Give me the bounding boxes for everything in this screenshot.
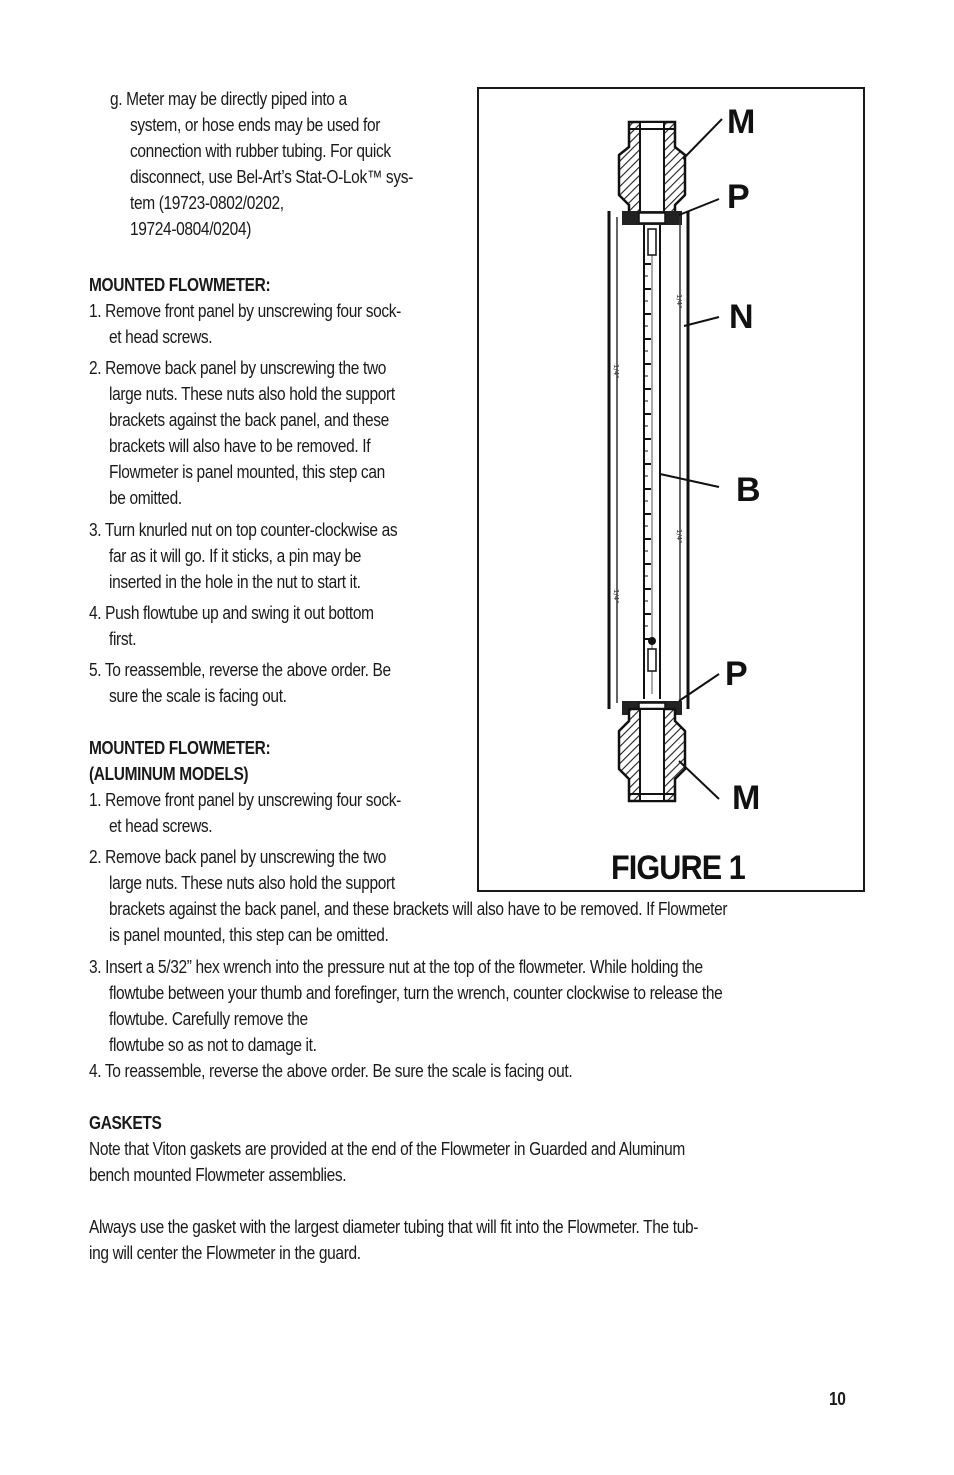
svg-text:1/4": 1/4" bbox=[612, 589, 620, 604]
flowmeter-diagram bbox=[479, 89, 863, 890]
section-heading-mounted: MOUNTED FLOWMETER: bbox=[89, 275, 271, 295]
text-line: brackets will also have to be removed. If bbox=[109, 436, 371, 456]
callout-m-bottom: M bbox=[732, 779, 761, 817]
text-line: disconnect, use Bel-Art’s Stat-O-Lok™ sys- bbox=[130, 167, 413, 187]
top-packing bbox=[622, 211, 682, 225]
text-line: connection with rubber tubing. For quick bbox=[130, 141, 391, 161]
text-line: flowtube. Carefully remove the bbox=[109, 1009, 308, 1029]
gaskets-paragraph-1 bbox=[89, 1136, 685, 1188]
list-item bbox=[89, 1058, 572, 1084]
list-item-continuation bbox=[109, 381, 395, 511]
list-item bbox=[89, 787, 401, 813]
intro-item-g bbox=[110, 86, 347, 112]
list-item bbox=[89, 657, 391, 683]
list-item-continuation bbox=[109, 543, 361, 595]
list-item bbox=[89, 844, 386, 870]
section-heading-aluminum bbox=[89, 735, 270, 787]
text-line: is panel mounted, this step can be omitted. bbox=[109, 925, 389, 945]
list-item bbox=[89, 355, 386, 381]
flow-tube bbox=[644, 225, 660, 699]
figure-1-box bbox=[477, 87, 865, 892]
gaskets-paragraph-2 bbox=[89, 1214, 698, 1266]
callout-n: N bbox=[729, 298, 754, 336]
text-line: large nuts. These nuts also hold the support bbox=[109, 384, 395, 404]
svg-text:1/4": 1/4" bbox=[675, 529, 683, 544]
text-line: Flowmeter is panel mounted, this step can bbox=[109, 462, 385, 482]
text-line: brackets against the back panel, and these brackets will also have to be removed. If Flowmeter bbox=[109, 899, 728, 919]
text-line: inserted in the hole in the nut to start it. bbox=[109, 572, 361, 592]
list-item bbox=[89, 600, 374, 626]
list-item-continuation bbox=[109, 980, 722, 1058]
text-line: et head screws. bbox=[109, 327, 213, 347]
text-line: be omitted. bbox=[109, 488, 182, 508]
text-line: bench mounted Flowmeter assemblies. bbox=[89, 1165, 347, 1185]
callout-m-top: M bbox=[727, 103, 756, 141]
text-line: g. Meter may be directly piped into a bbox=[110, 89, 347, 109]
text-line: ing will center the Flowmeter in the guard. bbox=[89, 1243, 361, 1263]
text-line: 3. Insert a 5/32” hex wrench into the pressure nut at the top of the flowmeter. While holding the bbox=[89, 957, 703, 977]
text-line: Always use the gasket with the largest diameter tubing that will fit into the Flowmeter. The tub- bbox=[89, 1217, 699, 1237]
float-ball bbox=[648, 637, 656, 645]
list-item-continuation bbox=[109, 626, 136, 652]
text-line: tem (19723-0802/0202, bbox=[130, 193, 284, 213]
section-heading-gaskets: GASKETS bbox=[89, 1113, 162, 1133]
text-line: 3. Turn knurled nut on top counter-clockwise as bbox=[89, 520, 398, 540]
list-item bbox=[89, 298, 401, 324]
callout-b: B bbox=[736, 471, 761, 509]
callout-p-bottom: P bbox=[725, 655, 748, 693]
intro-item-g-continuation bbox=[130, 112, 413, 242]
text-line: large nuts. These nuts also hold the support bbox=[109, 873, 395, 893]
heading-line: (ALUMINUM MODELS) bbox=[89, 764, 249, 784]
svg-text:1/4": 1/4" bbox=[612, 364, 620, 379]
text-line: 19724-0804/0204) bbox=[130, 219, 252, 239]
text-line: 1. Remove front panel by unscrewing four sock- bbox=[89, 790, 402, 810]
text-line: brackets against the back panel, and these bbox=[109, 410, 389, 430]
list-item-continuation bbox=[109, 683, 287, 709]
text-line: 4. To reassemble, reverse the above order. Be sure the scale is facing out. bbox=[89, 1061, 573, 1081]
text-line: Note that Viton gaskets are provided at the end of the Flowmeter in Guarded and Aluminum bbox=[89, 1139, 685, 1159]
text-line: 2. Remove back panel by unscrewing the two bbox=[89, 847, 387, 867]
list-item-continuation bbox=[109, 813, 212, 839]
svg-text:1/4": 1/4" bbox=[675, 294, 683, 309]
text-line: 4. Push flowtube up and swing it out bottom bbox=[89, 603, 374, 623]
guard-tube bbox=[609, 211, 688, 709]
top-fitting bbox=[619, 122, 685, 217]
text-line: 5. To reassemble, reverse the above order. Be bbox=[89, 660, 391, 680]
text-line: et head screws. bbox=[109, 816, 213, 836]
text-line: flowtube so as not to damage it. bbox=[109, 1035, 317, 1055]
figure-title: FIGURE 1 bbox=[611, 849, 745, 887]
list-item-continuation bbox=[109, 324, 212, 350]
list-item bbox=[89, 954, 703, 980]
text-line: flowtube between your thumb and forefinger, turn the wrench, counter clockwise to release the bbox=[109, 983, 723, 1003]
bottom-fitting bbox=[619, 709, 685, 801]
text-line: 2. Remove back panel by unscrewing the two bbox=[89, 358, 387, 378]
text-line: system, or hose ends may be used for bbox=[130, 115, 381, 135]
list-item bbox=[89, 517, 397, 543]
callout-p-top: P bbox=[727, 178, 750, 216]
page-number: 10 bbox=[829, 1389, 846, 1409]
text-line: sure the scale is facing out. bbox=[109, 686, 287, 706]
heading-line: MOUNTED FLOWMETER: bbox=[89, 738, 271, 758]
text-line: first. bbox=[109, 629, 137, 649]
text-line: 1. Remove front panel by unscrewing four sock- bbox=[89, 301, 402, 321]
text-line: far as it will go. If it sticks, a pin may be bbox=[109, 546, 362, 566]
